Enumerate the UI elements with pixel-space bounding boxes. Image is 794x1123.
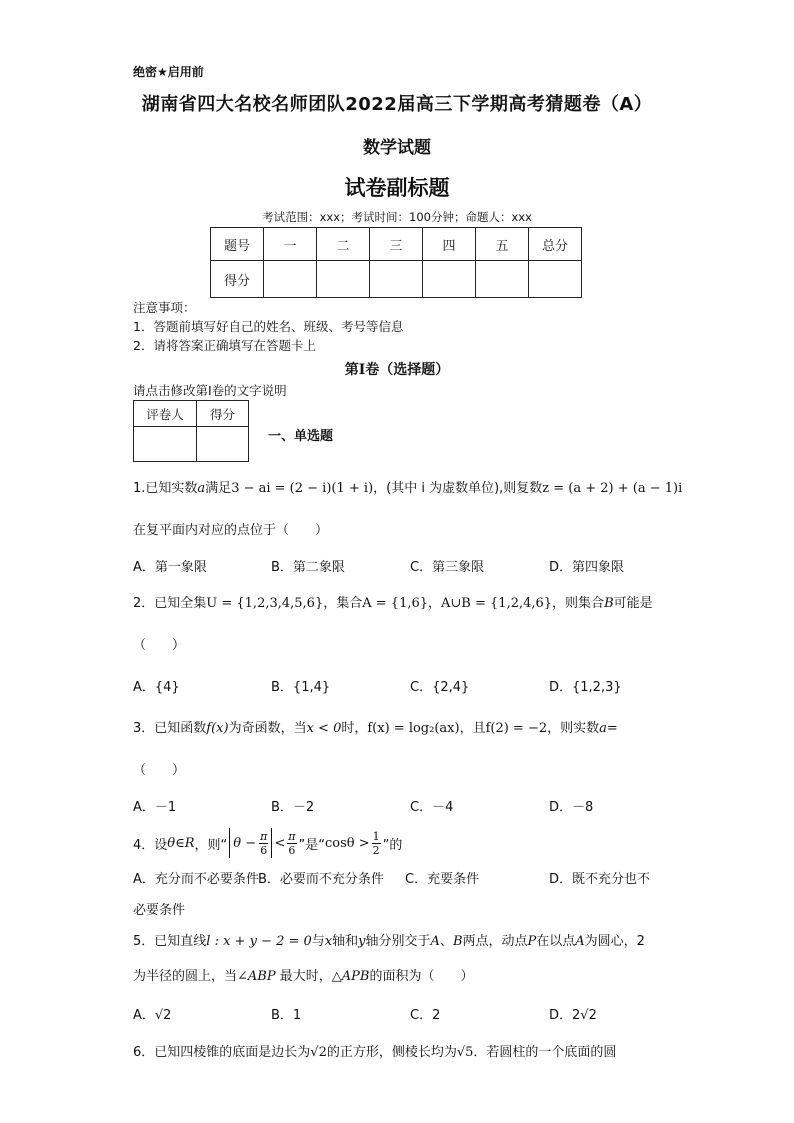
q5-text: 为半径的圆上，当 <box>133 969 238 984</box>
q2-text: 可能是 <box>613 596 653 611</box>
score-header-cell: 五 <box>476 228 529 261</box>
score-header-cell: 总分 <box>529 228 582 261</box>
score-cell <box>317 261 370 298</box>
q5-point-a: A <box>575 934 585 949</box>
q6-text: 6．已知四棱锥的底面是边长为 <box>133 1045 311 1060</box>
q2-text: ，则集合 <box>552 596 605 611</box>
q4-option-c: C．充要条件 <box>405 872 480 887</box>
question-2-text <box>133 592 653 611</box>
notes <box>133 298 403 355</box>
q5-text: 轴分别交于 <box>365 934 431 949</box>
q6-side-length: √2 <box>310 1045 327 1060</box>
q1-complex-z: z = (a + 2) + (a − 1)i <box>542 481 683 496</box>
q3-option-b: B．－2 <box>271 800 315 815</box>
q5-text: 为圆心，2 <box>584 934 645 949</box>
q2-option-c: C．{2,4} <box>410 680 470 695</box>
grader-table <box>133 400 249 462</box>
q3-option-c: C．－4 <box>410 800 454 815</box>
notes-heading: 注意事项： <box>133 300 196 315</box>
q5-text: 、 <box>439 934 453 949</box>
q1-option-b: B．第二象限 <box>271 560 345 575</box>
q4-two: 2 <box>372 843 380 857</box>
note-item: 2．请将答案正确填写在答题卡上 <box>133 338 316 353</box>
q3-text: ，则实数 <box>547 721 600 736</box>
exam-title: 湖南省四大名校名师团队2022届高三下学期高考猜题卷（A） <box>141 94 653 115</box>
score-header-cell: 题号 <box>211 228 264 261</box>
question-4-text <box>133 828 402 858</box>
confidential-label: 绝密★启用前 <box>133 65 204 79</box>
q4-option-a: A．充分而不必要条件 <box>133 872 259 887</box>
q1-text: 满足 <box>205 481 232 496</box>
q5-text: 与 <box>311 934 325 949</box>
q5-x: x <box>324 934 333 949</box>
q5-text: 在以点 <box>536 934 576 949</box>
q2-text: 2．已知全集 <box>133 596 207 611</box>
question-5-line2 <box>133 965 473 984</box>
section-title: 一、单选题 <box>268 429 334 444</box>
q4-text: ”的 <box>382 837 403 853</box>
q3-option-d: D．－8 <box>549 800 594 815</box>
q2-text: ，集合 <box>323 596 363 611</box>
grader-header: 得分 <box>197 401 249 427</box>
q3-text: 3．已知函数 <box>133 721 207 736</box>
score-cell <box>264 261 317 298</box>
score-header-cell: 二 <box>317 228 370 261</box>
q5-point-a: A <box>430 934 440 949</box>
q4-lt: < <box>274 835 286 851</box>
q1-text: ，(其中 i 为虚数单位),则复数 <box>373 481 543 496</box>
q3-f2: f(2) = −2 <box>485 721 548 736</box>
q1-var-a: a <box>197 481 206 496</box>
q3-text: 为奇函数，当 <box>228 721 307 736</box>
q4-theta-domain: θ∈R <box>167 835 195 851</box>
q5-text: 最大时， <box>275 969 332 984</box>
q6-text: 的正方形，侧棱长均为 <box>326 1045 457 1060</box>
question-3-line2: （ ） <box>133 763 186 778</box>
q4-option-d: D．既不充分也不 <box>549 872 651 887</box>
q2-text: ， <box>428 596 442 611</box>
q2-union: A∪B = {1,2,4,6} <box>441 596 553 611</box>
subject-title: 数学试题 <box>363 138 431 158</box>
q5-option-c: C．2 <box>410 1008 441 1023</box>
q3-var-a: a= <box>599 721 618 736</box>
q6-text: ．若圆柱的一个底面的圆 <box>473 1045 617 1060</box>
question-5-text <box>133 930 645 949</box>
question-6-text <box>133 1041 616 1060</box>
q2-set-u: U = {1,2,3,4,5,6} <box>206 596 324 611</box>
question-1-line2: 在复平面内对应的点位于（ ） <box>133 523 329 538</box>
q4-text: ，则“ <box>194 837 228 853</box>
q4-pi: π <box>260 829 268 843</box>
q1-text: 1.已知实数 <box>133 481 198 496</box>
question-2-line2: （ ） <box>133 638 186 653</box>
part-note: 请点击修改第I卷的文字说明 <box>133 383 287 398</box>
q4-fraction <box>287 830 296 857</box>
q4-text: 4．设 <box>133 837 168 853</box>
score-cell <box>529 261 582 298</box>
score-row-label: 得分 <box>211 261 264 298</box>
q5-option-b: B．1 <box>271 1008 302 1023</box>
question-3-text <box>133 717 618 736</box>
q4-theta-minus: θ − <box>233 835 257 851</box>
q5-point-b: B <box>452 934 463 949</box>
grader-cell <box>134 427 197 462</box>
part-title: 第I卷（选择题） <box>344 362 450 378</box>
q2-option-b: B．{1,4} <box>271 680 331 695</box>
q4-six: 6 <box>288 843 296 857</box>
q3-log-expr: f(x) = log₂(ax) <box>367 721 460 736</box>
q4-one: 1 <box>372 829 380 843</box>
q2-option-a: A．{4} <box>133 680 180 695</box>
q4-abs-value <box>229 828 272 858</box>
q3-text: 时， <box>341 721 368 736</box>
q5-option-a: A．√2 <box>133 1008 172 1023</box>
exam-info: 考试范围：xxx；考试时间：100分钟；命题人：xxx <box>262 210 532 224</box>
q4-fraction <box>372 830 381 857</box>
q2-var-b: B <box>604 596 614 611</box>
q1-equation: 3 − ai = (2 − i)(1 + i) <box>231 481 374 496</box>
score-cell <box>476 261 529 298</box>
score-cell <box>370 261 423 298</box>
q5-text: 轴和 <box>332 934 359 949</box>
q5-text: 的面积为（ ） <box>369 969 474 984</box>
q3-fx: f(x) <box>206 721 229 736</box>
question-1-text <box>133 477 682 496</box>
q4-cos: cosθ > <box>325 835 370 851</box>
q3-option-a: A．－1 <box>133 800 177 815</box>
q6-edge-length: √5 <box>456 1045 474 1060</box>
grader-cell <box>197 427 249 462</box>
q4-option-d-continued: 必要条件 <box>133 903 186 918</box>
q5-line-eq: l : x + y − 2 = 0 <box>206 934 312 949</box>
score-table <box>210 227 582 298</box>
q1-option-c: C．第三象限 <box>410 560 485 575</box>
q4-text: ”是“ <box>298 837 325 853</box>
q2-option-d: D．{1,2,3} <box>549 680 622 695</box>
q4-fraction <box>259 830 268 857</box>
grader-header: 评卷人 <box>134 401 197 427</box>
q5-text: 5．已知直线 <box>133 934 207 949</box>
paper-subtitle: 试卷副标题 <box>344 176 450 200</box>
q5-option-d: D．2√2 <box>549 1008 597 1023</box>
q4-pi: π <box>288 829 296 843</box>
q4-six: 6 <box>260 843 268 857</box>
q5-text: 两点，动点 <box>462 934 528 949</box>
q3-condition: x < 0 <box>306 721 342 736</box>
q5-angle: ∠ABP <box>237 969 276 984</box>
q2-set-a: A = {1,6} <box>362 596 429 611</box>
q1-option-d: D．第四象限 <box>549 560 625 575</box>
q5-triangle: △APB <box>331 969 370 984</box>
score-header-cell: 三 <box>370 228 423 261</box>
q4-option-b: B．必要而不充分条件 <box>258 872 384 887</box>
score-cell <box>423 261 476 298</box>
q1-option-a: A．第一象限 <box>133 560 207 575</box>
q3-text: ，且 <box>459 721 486 736</box>
note-item: 1．答题前填写好自己的姓名、班级、考号等信息 <box>133 319 404 334</box>
score-header-cell: 四 <box>423 228 476 261</box>
score-header-cell: 一 <box>264 228 317 261</box>
q5-point-p: P <box>527 934 537 949</box>
q5-y: y <box>358 934 366 949</box>
